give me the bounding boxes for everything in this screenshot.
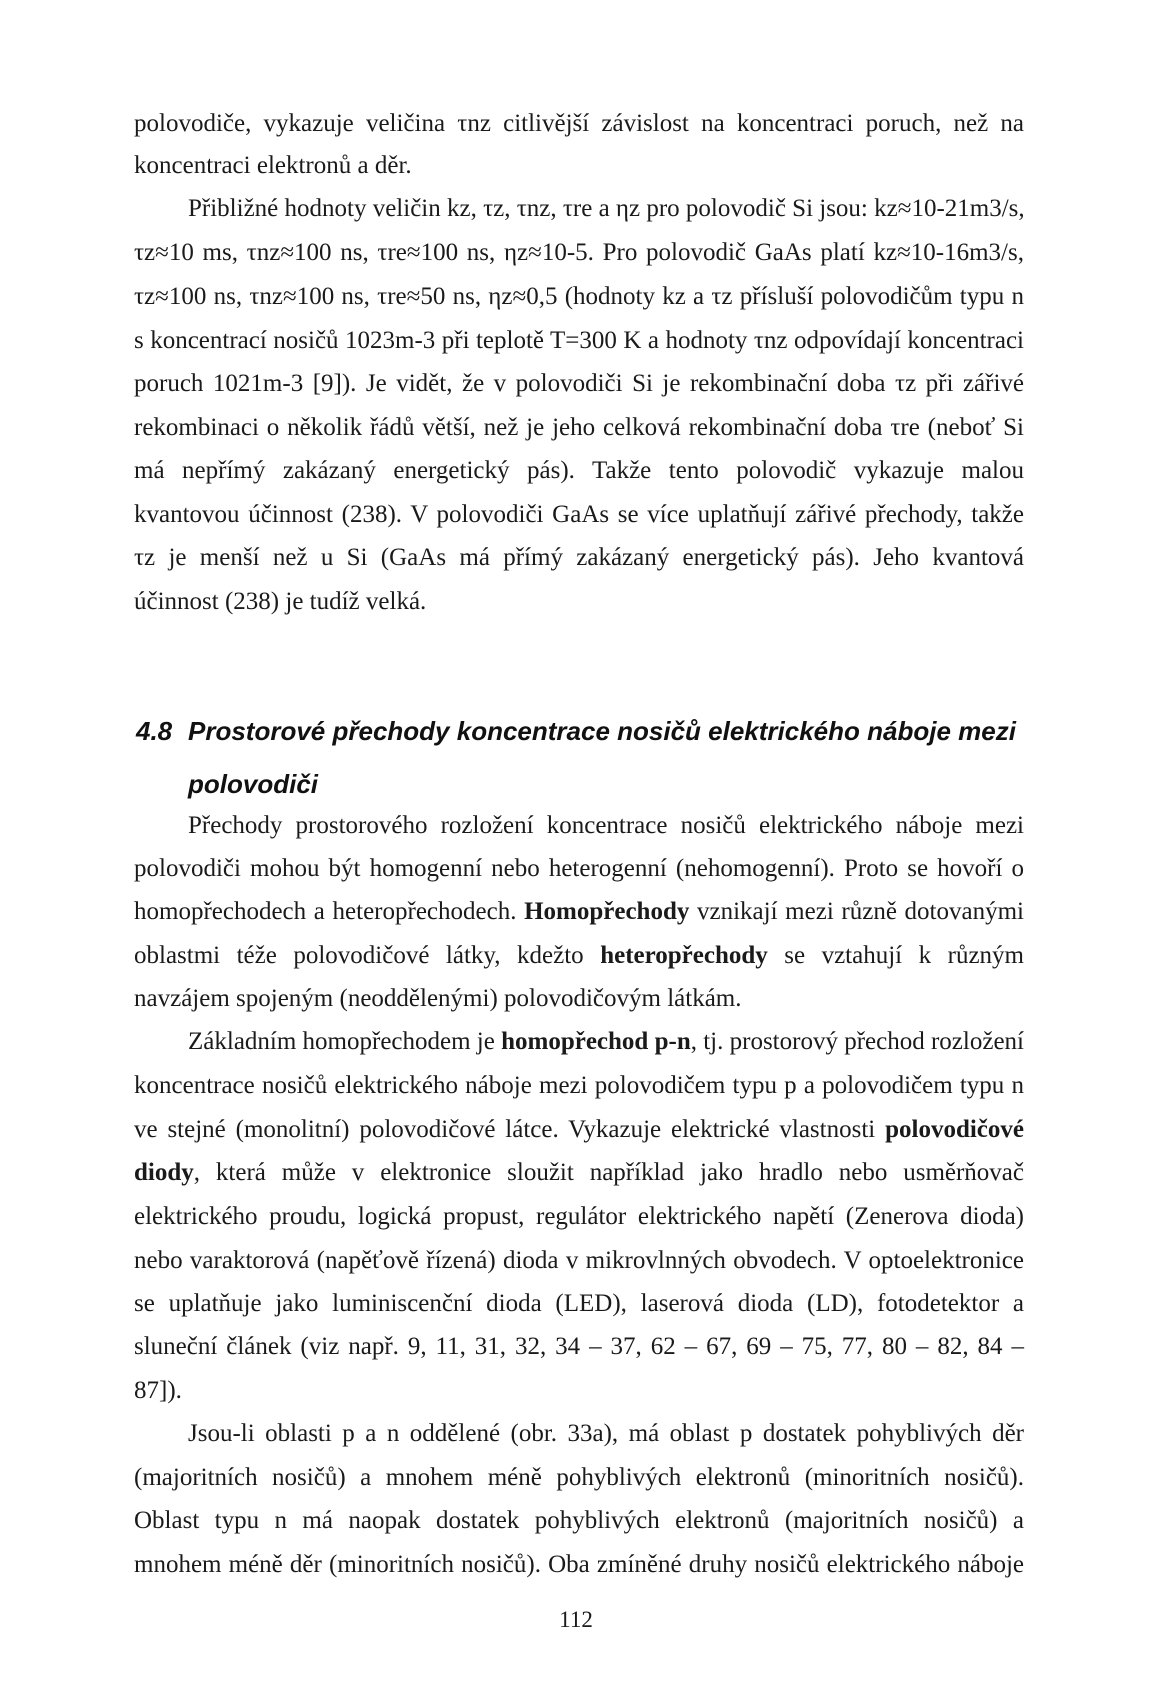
text-line: polovodiči mohou být homogenní nebo heterogenní (nehomogenní). Proto se hovoří o (134, 855, 1024, 882)
text-run: , která může v elektronice sloužit například jako hradlo nebo usměrňovač (193, 1159, 1024, 1186)
text-line: τz≈100 ns, τnz≈100 ns, τre≈50 ns, ηz≈0,5 (hodnoty kz a τz přísluší polovodičům typu n (134, 283, 1024, 310)
text-run: Základním homopřechodem je (188, 1028, 502, 1055)
text-line: s koncentrací nosičů 1023m-3 při teplotě T=300 K a hodnoty τnz odpovídají koncentraci (134, 327, 1024, 354)
text-line: (majoritních nosičů) a mnohem méně pohyblivých elektronů (minoritních nosičů). (134, 1464, 1024, 1491)
text-line (134, 1114, 1024, 1146)
text-run: homopřechodech a heteropřechodech. (134, 898, 525, 925)
text-run: oblastmi téže polovodičové látky, kdežto (134, 942, 601, 969)
text-run: , tj. prostorový přechod rozložení (690, 1028, 1024, 1055)
text-line: kvantovou účinnost (238). V polovodiči GaAs se více uplatňují zářivé přechody, takže (134, 501, 1024, 528)
text-run: se vztahují k různým (767, 942, 1024, 969)
section-title: Prostorové přechody koncentrace nosičů elektrického náboje mezi (188, 716, 1016, 746)
text-line: poruch 1021m-3 [9]). Je vidět, že v polovodiči Si je rekombinační doba τz při zářivé (134, 370, 1024, 397)
section-title-continuation: polovodiči (188, 769, 318, 799)
text-line: navzájem spojeným (neoddělenými) polovodičovým látkám. (134, 985, 742, 1012)
bold-term: homopřechod p-n (501, 1028, 691, 1055)
bold-term: diody (134, 1159, 194, 1186)
text-line: sluneční článek (viz např. 9, 11, 31, 32, 34 – 37, 62 – 67, 69 – 75, 77, 80 – 82, 84 – (134, 1333, 1024, 1360)
text-line: se uplatňuje jako luminiscenční dioda (LED), laserová dioda (LD), fotodetektor a (134, 1290, 1024, 1317)
text-line (134, 1157, 1024, 1189)
text-line: τz je menší než u Si (GaAs má přímý zakázaný energetický pás). Jeho kvantová (134, 544, 1024, 571)
text-line (188, 1026, 1024, 1058)
text-line: účinnost (238) je tudíž velká. (134, 588, 427, 615)
text-line (134, 896, 1024, 928)
text-line: elektrického proudu, logická propust, regulátor elektrického napětí (Zenerova dioda) (134, 1203, 1024, 1230)
text-line: Oblast typu n má naopak dostatek pohyblivých elektronů (majoritních nosičů) a (134, 1507, 1024, 1534)
text-line: Přibližné hodnoty veličin kz, τz, τnz, τre a ηz pro polovodič Si jsou: kz≈10-21m3/s, (188, 195, 1025, 222)
text-line: Přechody prostorového rozložení koncentrace nosičů elektrického náboje mezi (188, 812, 1024, 839)
page-number: 112 (559, 1607, 593, 1632)
text-line: má nepřímý zakázaný energetický pás). Takže tento polovodič vykazuje malou (134, 457, 1024, 484)
text-line: τz≈10 ms, τnz≈100 ns, τre≈100 ns, ηz≈10-5. Pro polovodič GaAs platí kz≈10-16m3/s, (134, 239, 1024, 266)
text-line: Jsou-li oblasti p a n oddělené (obr. 33a), má oblast p dostatek pohyblivých děr (188, 1420, 1024, 1447)
text-line: koncentrace nosičů elektrického náboje mezi polovodičem typu p a polovodičem typu n (134, 1072, 1024, 1099)
bold-term: Homopřechody (524, 898, 690, 925)
text-line (134, 940, 1024, 972)
text-run: ve stejné (monolitní) polovodičové látce. Vykazuje elektrické vlastnosti (134, 1116, 886, 1143)
bold-term: polovodičové (885, 1116, 1024, 1143)
text-run: vznikají mezi různě dotovanými (689, 898, 1024, 925)
text-line: mnohem méně děr (minoritních nosičů). Oba zmíněné druhy nosičů elektrického náboje (134, 1551, 1024, 1578)
text-line: polovodiče, vykazuje veličina τnz citlivější závislost na koncentraci poruch, než na (134, 110, 1024, 137)
section-number: 4.8 (136, 716, 173, 746)
text-line: nebo varaktorová (napěťově řízená) dioda v mikrovlnných obvodech. V optoelektronice (134, 1247, 1024, 1274)
bold-term: heteropřechody (600, 942, 768, 969)
text-line: 87]). (134, 1377, 182, 1404)
text-line: koncentraci elektronů a děr. (134, 152, 412, 179)
text-line: rekombinaci o několik řádů větší, než je jeho celková rekombinační doba τre (neboť Si (134, 414, 1024, 441)
